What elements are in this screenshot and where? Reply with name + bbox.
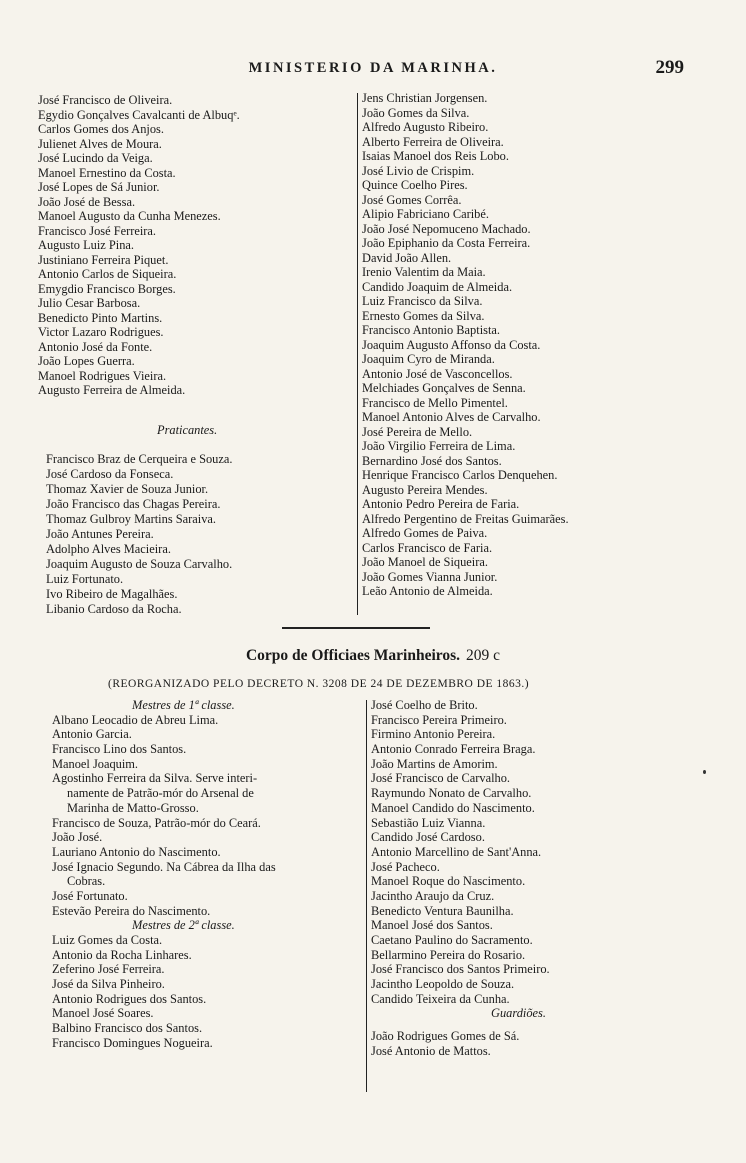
list-item: Bernardino José dos Santos.	[362, 453, 502, 468]
list-item: Jens Christian Jorgensen.	[362, 91, 488, 105]
list-item: Manoel José dos Santos.	[371, 918, 493, 933]
list-item: Antonio Carlos de Siqueira.	[38, 267, 177, 281]
list-item: Firmino Antonio Pereira.	[371, 727, 496, 742]
list-item: Manoel Roque do Nascimento.	[371, 874, 526, 889]
list-item: João José Nepomuceno Machado.	[362, 221, 531, 236]
list-item: José Pacheco.	[371, 859, 440, 874]
list-item: Antonio José de Vasconcellos.	[362, 366, 513, 381]
section2-title-text: Corpo de Officiaes Marinheiros.	[245, 647, 461, 664]
page-number: 299	[655, 57, 684, 78]
list-item: José Coelho de Brito.	[371, 698, 478, 712]
section2-left-list	[52, 698, 276, 1051]
list-item: Melchiades Gonçalves de Senna.	[362, 381, 526, 395]
page-header	[0, 57, 746, 80]
list-item: Antonio Garcia.	[52, 727, 132, 742]
list-item: Manoel José Soares.	[52, 1006, 154, 1021]
list-item: Manoel Ernestino da Costa.	[38, 165, 176, 180]
list-item: Thomaz Gulbroy Martins Saraiva.	[46, 512, 216, 526]
list-item: Antonio José da Fonte.	[38, 339, 153, 354]
list-item: Thomaz Xavier de Souza Junior.	[46, 482, 209, 496]
list-item: Francisco Domingues Nogueira.	[52, 1035, 213, 1050]
list-item: Manoel Antonio Alves de Carvalho.	[362, 410, 541, 424]
list-item: Antonio Marcellino de Sant'Anna.	[371, 844, 542, 859]
list-item: Antonio Pedro Pereira de Faria.	[362, 497, 520, 511]
list-item: Benedicto Pinto Martins.	[38, 310, 163, 325]
list-item: Luiz Francisco da Silva.	[362, 294, 483, 308]
column-rule	[357, 93, 358, 615]
list-item: José Antonio de Mattos.	[371, 1043, 491, 1058]
list-item: Zeferino José Ferreira.	[52, 962, 165, 977]
list-item: Albano Leocadio de Abreu Lima.	[52, 712, 219, 727]
list-item: Augusto Luiz Pina.	[38, 238, 135, 252]
list-item: Francisco de Mello Pimentel.	[362, 395, 508, 410]
list-item: Jacintho Leopoldo de Souza.	[371, 977, 515, 992]
list-item: Alberto Ferreira de Oliveira.	[362, 134, 504, 149]
list-item: Alipio Fabriciano Caribé.	[362, 207, 489, 221]
list-item: José Lopes de Sá Junior.	[38, 180, 160, 194]
praticantes-heading: Praticantes.	[157, 423, 218, 437]
list-item: Irenio Valentim da Maia.	[362, 265, 486, 279]
list-item: Francisco José Ferreira.	[38, 223, 157, 238]
section1-left-list	[38, 93, 240, 398]
list-item: Joaquim Augusto Affonso da Costa.	[362, 337, 541, 352]
list-item: Antonio Conrado Ferreira Braga.	[371, 742, 536, 757]
list-item: João Gomes Vianna Junior.	[362, 569, 498, 584]
list-item: Balbino Francisco dos Santos.	[52, 1021, 203, 1036]
list-item: José Francisco de Oliveira.	[38, 93, 173, 107]
list-item: João Gomes da Silva.	[362, 105, 470, 120]
list-item: namente de Patrão-mór do Arsenal de	[67, 786, 254, 801]
list-item: Leão Antonio de Almeida.	[362, 584, 493, 598]
list-item: Agostinho Ferreira da Silva. Serve interi-	[52, 771, 258, 786]
subsection-heading: Mestres de 2ª classe.	[132, 918, 235, 933]
list-item: Francisco Antonio Baptista.	[362, 323, 501, 337]
list-item: Carlos Gomes dos Anjos.	[38, 122, 164, 136]
list-item: João Martins de Amorim.	[371, 756, 498, 771]
list-item: Caetano Paulino do Sacramento.	[371, 933, 533, 947]
list-item: Augusto Ferreira de Almeida.	[38, 383, 186, 397]
list-item: José Cardoso da Fonseca.	[46, 467, 174, 481]
list-item: José Pereira de Mello.	[362, 424, 473, 439]
list-item: Emygdio Francisco Borges.	[38, 281, 176, 296]
subsection-heading: Mestres de 1ª classe.	[132, 698, 235, 712]
list-item: Benedicto Ventura Baunilha.	[371, 903, 514, 918]
list-item: Joaquim Cyro de Miranda.	[362, 352, 495, 366]
list-item: José Lucindo da Veiga.	[38, 151, 153, 165]
column-rule	[366, 700, 367, 1092]
list-item: José Gomes Corrêa.	[362, 192, 462, 207]
page-title: MINISTERIO DA MARINHA.	[248, 60, 498, 76]
section2-subtitle: (REORGANIZADO PELO DECRETO N. 3208 DE 24 DE DEZEMBRO DE 1863.)	[108, 678, 530, 690]
list-item: Candido Teixeira da Cunha.	[371, 991, 510, 1006]
ink-mark	[703, 770, 706, 774]
list-item: Victor Lazaro Rodrigues.	[38, 325, 164, 339]
list-item: David João Allen.	[362, 250, 452, 265]
list-item: Sebastião Luiz Vianna.	[371, 815, 486, 830]
list-item: Joaquim Augusto de Souza Carvalho.	[46, 557, 233, 571]
list-item: João Rodrigues Gomes de Sá.	[371, 1029, 520, 1044]
list-item: Adolpho Alves Macieira.	[46, 542, 171, 556]
list-item: Egydio Gonçalves Cavalcanti de Albuqᵉ.	[38, 107, 240, 122]
list-item: João José de Bessa.	[38, 194, 136, 209]
list-item: Bellarmino Pereira do Rosario.	[371, 947, 526, 962]
praticantes-list	[46, 452, 232, 617]
list-item: José Ignacio Segundo. Na Cábrea da Ilha das	[52, 859, 276, 874]
list-item: Candido Joaquim de Almeida.	[362, 279, 513, 294]
list-item: Quince Coelho Pires.	[362, 178, 468, 192]
list-item: João Francisco das Chagas Pereira.	[46, 497, 221, 511]
list-item: Francisco de Souza, Patrão-mór do Ceará.	[52, 815, 261, 830]
list-item: Julienet Alves de Moura.	[38, 136, 162, 151]
section2-title-number: 209 c	[466, 647, 501, 664]
list-item: João Virgilio Ferreira de Lima.	[362, 439, 516, 453]
list-item: Augusto Pereira Mendes.	[362, 482, 488, 497]
subsection-heading: Guardiões.	[491, 1006, 546, 1021]
list-item: Ivo Ribeiro de Magalhães.	[46, 587, 178, 601]
list-item: Alfredo Augusto Ribeiro.	[362, 120, 489, 134]
list-item: Justiniano Ferreira Piquet.	[38, 252, 169, 267]
section1-right-list	[362, 91, 569, 599]
list-item: Luiz Fortunato.	[46, 572, 124, 586]
list-item: João Lopes Guerra.	[38, 354, 135, 368]
list-item: João Manoel de Siqueira.	[362, 555, 488, 569]
list-item: Antonio da Rocha Linhares.	[52, 947, 192, 962]
section2-title	[0, 647, 746, 665]
list-item: Cobras.	[67, 874, 106, 889]
list-item: Jacintho Araujo da Cruz.	[371, 888, 495, 903]
section-divider	[282, 627, 430, 629]
list-item: Estevão Pereira do Nascimento.	[52, 903, 211, 918]
list-item: Manoel Candido do Nascimento.	[371, 800, 535, 815]
list-item: José Livio de Crispim.	[362, 163, 475, 178]
list-item: José Francisco dos Santos Primeiro.	[371, 962, 550, 977]
spacer	[371, 1021, 550, 1029]
list-item: José Francisco de Carvalho.	[371, 771, 511, 786]
list-item: Julio Cesar Barbosa.	[38, 296, 141, 310]
list-item: João Epiphanio da Costa Ferreira.	[362, 236, 531, 250]
list-item: Luiz Gomes da Costa.	[52, 933, 163, 947]
list-item: Isaias Manoel dos Reis Lobo.	[362, 149, 509, 163]
list-item: Ernesto Gomes da Silva.	[362, 308, 485, 323]
section2-right-list	[371, 698, 550, 1059]
list-item: Candido José Cardoso.	[371, 830, 485, 845]
list-item: Manoel Augusto da Cunha Menezes.	[38, 209, 221, 223]
list-item: Alfredo Gomes de Paiva.	[362, 526, 488, 540]
list-item: Alfredo Pergentino de Freitas Guimarães.	[362, 511, 569, 526]
list-item: José da Silva Pinheiro.	[52, 977, 165, 992]
list-item: João José.	[52, 830, 103, 845]
list-item: Manoel Rodrigues Vieira.	[38, 368, 167, 383]
list-item: Manoel Joaquim.	[52, 756, 139, 771]
list-item: Marinha de Matto-Grosso.	[67, 800, 199, 815]
list-item: Henrique Francisco Carlos Denquehen.	[362, 468, 558, 482]
list-item: Raymundo Nonato de Carvalho.	[371, 786, 532, 801]
list-item: Francisco Braz de Cerqueira e Souza.	[46, 452, 233, 466]
list-item: Lauriano Antonio do Nascimento.	[52, 844, 221, 859]
list-item: Libanio Cardoso da Rocha.	[46, 602, 182, 616]
list-item: João Antunes Pereira.	[46, 527, 154, 541]
list-item: Antonio Rodrigues dos Santos.	[52, 991, 207, 1006]
list-item: Francisco Pereira Primeiro.	[371, 712, 507, 727]
list-item: José Fortunato.	[52, 888, 128, 903]
list-item: Francisco Lino dos Santos.	[52, 742, 187, 757]
list-item: Carlos Francisco de Faria.	[362, 540, 493, 555]
